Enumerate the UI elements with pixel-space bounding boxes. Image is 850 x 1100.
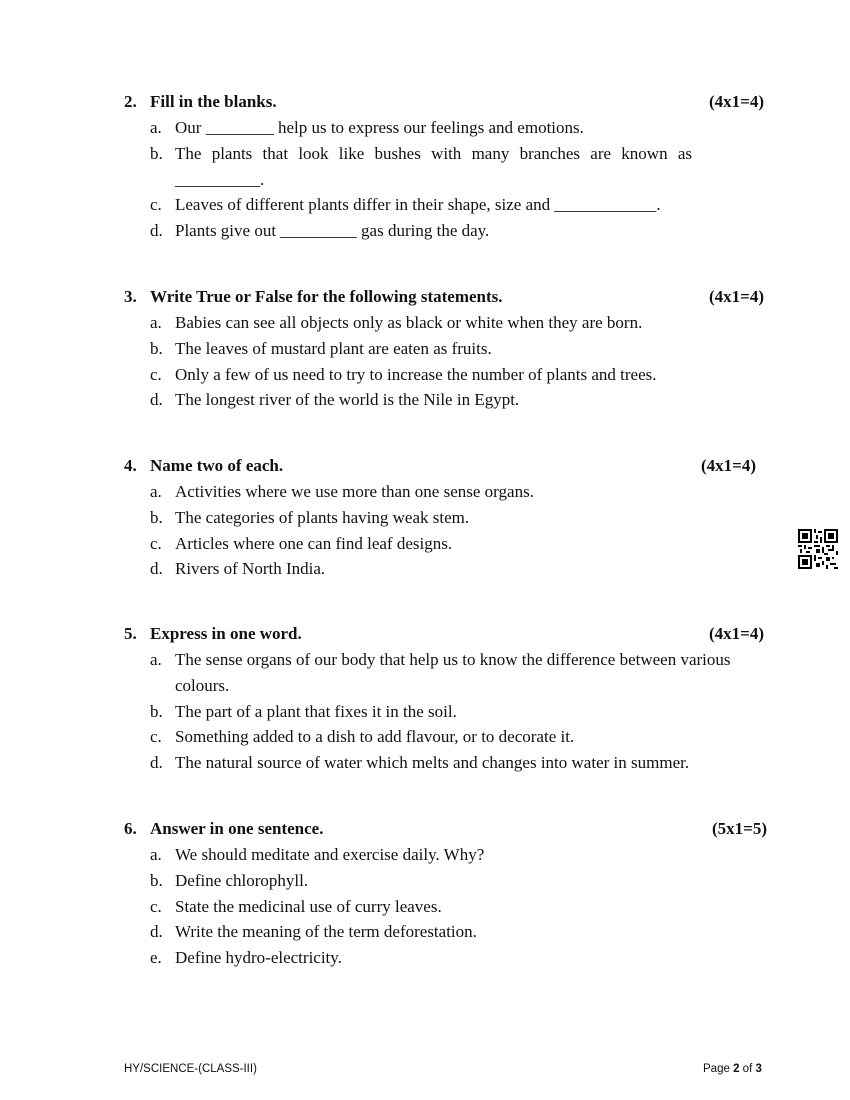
item-letter: b. bbox=[150, 701, 163, 721]
list-item bbox=[124, 505, 756, 531]
page-number bbox=[703, 1063, 762, 1075]
item-letter: b. bbox=[150, 143, 163, 163]
item-text: Leaves of different plants differ in their shape, size and ____________. bbox=[175, 195, 661, 215]
question-6 bbox=[124, 816, 767, 971]
item-text: We should meditate and exercise daily. Why? bbox=[175, 845, 485, 864]
question-number: 6. bbox=[124, 819, 137, 838]
question-items bbox=[124, 310, 764, 413]
item-text: Activities where we use more than one sense organs. bbox=[175, 482, 534, 501]
list-item bbox=[124, 842, 767, 868]
item-text: The part of a plant that fixes it in the soil. bbox=[175, 701, 457, 721]
item-text: Write the meaning of the term deforestation. bbox=[175, 922, 477, 942]
question-number: 4. bbox=[124, 456, 137, 475]
list-item bbox=[124, 310, 764, 336]
item-letter: d. bbox=[150, 390, 163, 410]
item-letter: e. bbox=[150, 948, 162, 968]
question-header bbox=[124, 89, 764, 115]
question-number: 2. bbox=[124, 92, 137, 111]
question-number: 3. bbox=[124, 287, 137, 306]
question-5 bbox=[124, 621, 769, 776]
item-letter: a. bbox=[150, 482, 162, 501]
question-marks: (4x1=4) bbox=[708, 92, 764, 111]
item-text: The leaves of mustard plant are eaten as fruits. bbox=[175, 338, 492, 358]
question-number: 5. bbox=[124, 624, 137, 643]
question-items bbox=[124, 842, 767, 971]
question-header bbox=[124, 621, 769, 647]
item-text: Something added to a dish to add flavour, or to decorate it. bbox=[175, 727, 575, 747]
list-item bbox=[124, 724, 769, 750]
item-letter: b. bbox=[150, 338, 163, 358]
item-text: The natural source of water which melts and changes into water in summer. bbox=[175, 753, 690, 773]
item-letter: d. bbox=[150, 922, 163, 942]
item-text: Define hydro-electricity. bbox=[175, 948, 342, 968]
list-item bbox=[124, 750, 769, 776]
item-letter: d. bbox=[150, 559, 163, 579]
item-letter: c. bbox=[150, 896, 162, 916]
item-letter: d. bbox=[150, 753, 163, 773]
page-of: of bbox=[742, 1063, 753, 1075]
item-letter: c. bbox=[150, 364, 162, 384]
list-item bbox=[124, 699, 769, 725]
item-letter: a. bbox=[150, 650, 162, 669]
list-item bbox=[124, 919, 767, 945]
list-item bbox=[124, 362, 764, 388]
question-title: Answer in one sentence. bbox=[150, 819, 324, 838]
question-header bbox=[124, 816, 767, 842]
list-item bbox=[124, 336, 764, 362]
page-word: Page bbox=[703, 1063, 730, 1075]
list-item bbox=[124, 387, 764, 413]
item-letter: c. bbox=[150, 727, 162, 747]
list-item bbox=[124, 556, 756, 582]
question-marks: (4x1=4) bbox=[708, 287, 764, 306]
question-title: Express in one word. bbox=[150, 624, 302, 643]
item-text: The sense organs of our body that help us to know the difference between various colours. bbox=[175, 650, 731, 695]
question-title: Write True or False for the following statements. bbox=[150, 287, 503, 306]
list-item bbox=[124, 868, 767, 894]
page-total: 3 bbox=[755, 1063, 762, 1075]
question-3 bbox=[124, 284, 764, 413]
list-item bbox=[124, 218, 764, 244]
item-text: Plants give out _________ gas during the day. bbox=[175, 221, 490, 241]
item-text: The categories of plants having weak stem. bbox=[175, 507, 470, 527]
item-text: Define chlorophyll. bbox=[175, 870, 309, 890]
item-text: The plants that look like bushes with many branches are known as __________. bbox=[175, 143, 692, 189]
list-item bbox=[124, 531, 756, 557]
item-letter: c. bbox=[150, 195, 162, 215]
item-letter: a. bbox=[150, 845, 162, 864]
list-item bbox=[124, 192, 764, 218]
page-current: 2 bbox=[733, 1063, 740, 1075]
question-items bbox=[124, 115, 764, 244]
list-item bbox=[124, 479, 756, 505]
item-letter: c. bbox=[150, 533, 162, 553]
list-item bbox=[124, 647, 769, 699]
item-letter: d. bbox=[150, 221, 163, 241]
item-letter: a. bbox=[150, 118, 162, 137]
question-header bbox=[124, 453, 756, 479]
question-items bbox=[124, 647, 769, 776]
list-item bbox=[124, 115, 764, 141]
question-header bbox=[124, 284, 764, 310]
question-marks: (4x1=4) bbox=[708, 624, 764, 643]
question-marks: (5x1=5) bbox=[711, 819, 767, 838]
question-2 bbox=[124, 89, 764, 244]
question-title: Name two of each. bbox=[150, 456, 284, 475]
item-text: Only a few of us need to try to increase the number of plants and trees. bbox=[175, 364, 657, 384]
question-marks: (4x1=4) bbox=[700, 456, 756, 475]
item-text: Articles where one can find leaf designs. bbox=[175, 533, 453, 553]
item-letter: b. bbox=[150, 870, 163, 890]
item-text: Babies can see all objects only as black or white when they are born. bbox=[175, 313, 643, 332]
item-text: Our ________ help us to express our feelings and emotions. bbox=[175, 118, 584, 137]
item-text: State the medicinal use of curry leaves. bbox=[175, 896, 442, 916]
question-4 bbox=[124, 453, 756, 582]
question-items bbox=[124, 479, 756, 582]
item-letter: a. bbox=[150, 313, 162, 332]
list-item bbox=[124, 894, 767, 920]
list-item bbox=[124, 945, 767, 971]
footer-code: HY/SCIENCE-(CLASS-III) bbox=[124, 1063, 257, 1075]
question-title: Fill in the blanks. bbox=[150, 92, 277, 111]
list-item bbox=[124, 141, 764, 193]
item-letter: b. bbox=[150, 507, 163, 527]
qr-code-icon bbox=[798, 529, 838, 569]
item-text: The longest river of the world is the Nile in Egypt. bbox=[175, 390, 520, 410]
item-text: Rivers of North India. bbox=[175, 559, 326, 579]
